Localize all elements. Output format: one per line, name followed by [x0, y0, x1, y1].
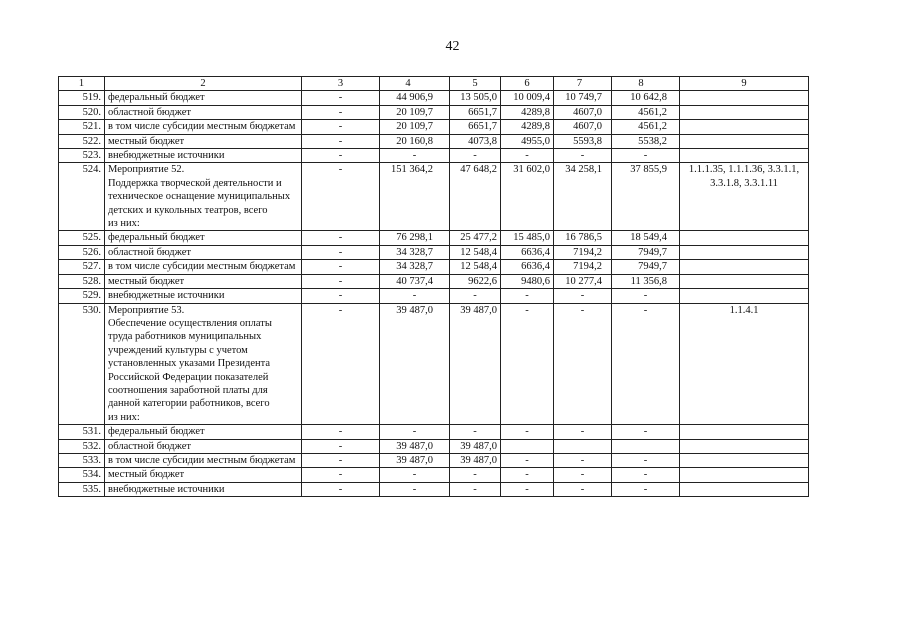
cell-year-4: 4561,2: [612, 105, 680, 119]
page-number: 42: [445, 39, 460, 54]
table-row: [59, 453, 809, 467]
cell-indicators: 1.1.4.1: [680, 303, 809, 425]
cell-year-2: -: [501, 289, 554, 303]
cell-year-1: -: [450, 289, 501, 303]
cell-year-1: 12 548,4: [450, 245, 501, 259]
cell-row-number: 521.: [59, 120, 105, 134]
cell-total: -: [380, 482, 450, 496]
cell-year-2: -: [501, 149, 554, 163]
table-row: [59, 163, 809, 231]
cell-total: 20 109,7: [380, 120, 450, 134]
cell-col-3: -: [302, 260, 380, 274]
cell-indicators: [680, 439, 809, 453]
header-cell-8: 8: [612, 77, 680, 91]
cell-year-3: 7194,2: [554, 245, 612, 259]
cell-total: -: [380, 468, 450, 482]
header-cell-7: 7: [554, 77, 612, 91]
cell-col-3: -: [302, 149, 380, 163]
cell-row-number: 527.: [59, 260, 105, 274]
cell-year-4: -: [612, 482, 680, 496]
cell-description: в том числе субсидии местным бюджетам: [105, 453, 302, 467]
cell-row-number: 529.: [59, 289, 105, 303]
header-cell-1: 1: [59, 77, 105, 91]
cell-indicators: [680, 231, 809, 245]
cell-description: местный бюджет: [105, 274, 302, 288]
table-row: [59, 303, 809, 425]
cell-total: -: [380, 289, 450, 303]
cell-total: 34 328,7: [380, 260, 450, 274]
cell-year-2: 15 485,0: [501, 231, 554, 245]
cell-indicators: [680, 245, 809, 259]
budget-table-body: [59, 77, 809, 497]
cell-row-number: 530.: [59, 303, 105, 425]
cell-year-3: 7194,2: [554, 260, 612, 274]
cell-row-number: 528.: [59, 274, 105, 288]
cell-col-3: -: [302, 163, 380, 231]
cell-year-1: 12 548,4: [450, 260, 501, 274]
table-row: [59, 120, 809, 134]
cell-year-1: -: [450, 425, 501, 439]
cell-year-4: 7949,7: [612, 245, 680, 259]
cell-row-number: 526.: [59, 245, 105, 259]
cell-indicators: [680, 274, 809, 288]
cell-year-2: 9480,6: [501, 274, 554, 288]
table-row: [59, 231, 809, 245]
cell-description: областной бюджет: [105, 439, 302, 453]
cell-year-4: 7949,7: [612, 260, 680, 274]
cell-year-4: 5538,2: [612, 134, 680, 148]
cell-indicators: 1.1.1.35, 1.1.1.36, 3.3.1.1, 3.3.1.8, 3.3.1.11: [680, 163, 809, 231]
cell-year-3: 34 258,1: [554, 163, 612, 231]
cell-description: внебюджетные источники: [105, 289, 302, 303]
cell-total: 151 364,2: [380, 163, 450, 231]
cell-col-3: -: [302, 245, 380, 259]
cell-total: 20 109,7: [380, 105, 450, 119]
header-cell-4: 4: [380, 77, 450, 91]
cell-indicators: [680, 468, 809, 482]
cell-year-1: 47 648,2: [450, 163, 501, 231]
cell-year-3: -: [554, 482, 612, 496]
cell-year-4: [612, 439, 680, 453]
cell-year-3: 10 749,7: [554, 91, 612, 105]
table-row: [59, 289, 809, 303]
cell-description: внебюджетные источники: [105, 149, 302, 163]
table-header-row: [59, 77, 809, 91]
cell-total: 20 160,8: [380, 134, 450, 148]
cell-col-3: -: [302, 425, 380, 439]
cell-year-4: -: [612, 453, 680, 467]
cell-row-number: 523.: [59, 149, 105, 163]
cell-col-3: -: [302, 105, 380, 119]
cell-indicators: [680, 134, 809, 148]
cell-description: местный бюджет: [105, 134, 302, 148]
cell-year-2: -: [501, 453, 554, 467]
cell-total: -: [380, 149, 450, 163]
cell-indicators: [680, 425, 809, 439]
cell-indicators: [680, 120, 809, 134]
cell-year-3: 4607,0: [554, 120, 612, 134]
cell-row-number: 522.: [59, 134, 105, 148]
cell-row-number: 520.: [59, 105, 105, 119]
cell-year-1: 6651,7: [450, 120, 501, 134]
cell-row-number: 534.: [59, 468, 105, 482]
cell-col-3: -: [302, 134, 380, 148]
cell-description: Мероприятие 53. Обеспечение осуществления оплаты труда работников муниципальных учреждений культуры с учетом установленных указами Президента Российской Федерации показателей соотношения заработной платы для данной категории работников, всего из них:: [105, 303, 302, 425]
cell-year-3: 10 277,4: [554, 274, 612, 288]
cell-row-number: 533.: [59, 453, 105, 467]
table-row: [59, 91, 809, 105]
cell-year-1: 13 505,0: [450, 91, 501, 105]
cell-col-3: -: [302, 439, 380, 453]
cell-year-1: 39 487,0: [450, 453, 501, 467]
cell-year-3: 5593,8: [554, 134, 612, 148]
cell-col-3: -: [302, 91, 380, 105]
table-row: [59, 149, 809, 163]
cell-year-1: 39 487,0: [450, 303, 501, 425]
cell-year-3: -: [554, 468, 612, 482]
cell-indicators: [680, 260, 809, 274]
cell-row-number: 525.: [59, 231, 105, 245]
cell-total: 76 298,1: [380, 231, 450, 245]
budget-table: [58, 76, 809, 497]
cell-description: в том числе субсидии местным бюджетам: [105, 260, 302, 274]
table-row: [59, 134, 809, 148]
cell-total: 44 906,9: [380, 91, 450, 105]
cell-year-3: [554, 439, 612, 453]
cell-col-3: -: [302, 231, 380, 245]
cell-year-1: -: [450, 482, 501, 496]
cell-col-3: -: [302, 303, 380, 425]
cell-year-1: 4073,8: [450, 134, 501, 148]
cell-year-2: 4955,0: [501, 134, 554, 148]
table-row: [59, 260, 809, 274]
cell-description: областной бюджет: [105, 245, 302, 259]
cell-row-number: 535.: [59, 482, 105, 496]
table-row: [59, 245, 809, 259]
cell-year-4: -: [612, 149, 680, 163]
cell-total: -: [380, 425, 450, 439]
cell-year-2: -: [501, 425, 554, 439]
cell-col-3: -: [302, 482, 380, 496]
cell-year-2: -: [501, 482, 554, 496]
header-cell-5: 5: [450, 77, 501, 91]
cell-year-1: 6651,7: [450, 105, 501, 119]
header-cell-9: 9: [680, 77, 809, 91]
cell-year-2: -: [501, 468, 554, 482]
header-cell-2: 2: [105, 77, 302, 91]
cell-year-4: 37 855,9: [612, 163, 680, 231]
cell-row-number: 531.: [59, 425, 105, 439]
cell-col-3: -: [302, 274, 380, 288]
cell-description: внебюджетные источники: [105, 482, 302, 496]
cell-year-2: 10 009,4: [501, 91, 554, 105]
cell-col-3: -: [302, 120, 380, 134]
cell-year-4: 10 642,8: [612, 91, 680, 105]
cell-row-number: 524.: [59, 163, 105, 231]
cell-indicators: [680, 149, 809, 163]
cell-col-3: -: [302, 453, 380, 467]
cell-year-4: -: [612, 303, 680, 425]
cell-description: федеральный бюджет: [105, 91, 302, 105]
cell-description: в том числе субсидии местным бюджетам: [105, 120, 302, 134]
cell-year-2: [501, 439, 554, 453]
cell-year-1: -: [450, 468, 501, 482]
cell-col-3: -: [302, 289, 380, 303]
cell-year-3: 16 786,5: [554, 231, 612, 245]
cell-year-3: -: [554, 303, 612, 425]
cell-indicators: [680, 105, 809, 119]
cell-year-2: 4289,8: [501, 120, 554, 134]
table-row: [59, 105, 809, 119]
cell-year-1: 39 487,0: [450, 439, 501, 453]
cell-indicators: [680, 453, 809, 467]
table-row: [59, 482, 809, 496]
cell-year-4: -: [612, 289, 680, 303]
cell-year-3: -: [554, 289, 612, 303]
cell-total: 40 737,4: [380, 274, 450, 288]
cell-year-1: -: [450, 149, 501, 163]
cell-year-2: 31 602,0: [501, 163, 554, 231]
cell-total: 34 328,7: [380, 245, 450, 259]
cell-year-3: 4607,0: [554, 105, 612, 119]
header-cell-3: 3: [302, 77, 380, 91]
cell-year-2: 6636,4: [501, 245, 554, 259]
cell-row-number: 519.: [59, 91, 105, 105]
cell-year-4: 4561,2: [612, 120, 680, 134]
cell-indicators: [680, 91, 809, 105]
cell-year-3: -: [554, 425, 612, 439]
cell-year-4: 18 549,4: [612, 231, 680, 245]
cell-year-4: -: [612, 425, 680, 439]
cell-indicators: [680, 482, 809, 496]
cell-description: федеральный бюджет: [105, 231, 302, 245]
cell-total: 39 487,0: [380, 303, 450, 425]
table-row: [59, 274, 809, 288]
cell-indicators: [680, 289, 809, 303]
cell-description: Мероприятие 52. Поддержка творческой деятельности и техническое оснащение муниципальных детских и кукольных театров, всего из них:: [105, 163, 302, 231]
cell-year-2: 6636,4: [501, 260, 554, 274]
cell-year-2: -: [501, 303, 554, 425]
cell-year-3: -: [554, 149, 612, 163]
cell-year-2: 4289,8: [501, 105, 554, 119]
cell-description: федеральный бюджет: [105, 425, 302, 439]
cell-description: местный бюджет: [105, 468, 302, 482]
cell-description: областной бюджет: [105, 105, 302, 119]
cell-col-3: -: [302, 468, 380, 482]
cell-year-1: 9622,6: [450, 274, 501, 288]
table-row: [59, 439, 809, 453]
cell-year-4: -: [612, 468, 680, 482]
cell-row-number: 532.: [59, 439, 105, 453]
cell-total: 39 487,0: [380, 453, 450, 467]
cell-year-1: 25 477,2: [450, 231, 501, 245]
table-row: [59, 468, 809, 482]
cell-year-3: -: [554, 453, 612, 467]
cell-year-4: 11 356,8: [612, 274, 680, 288]
header-cell-6: 6: [501, 77, 554, 91]
table-row: [59, 425, 809, 439]
cell-total: 39 487,0: [380, 439, 450, 453]
